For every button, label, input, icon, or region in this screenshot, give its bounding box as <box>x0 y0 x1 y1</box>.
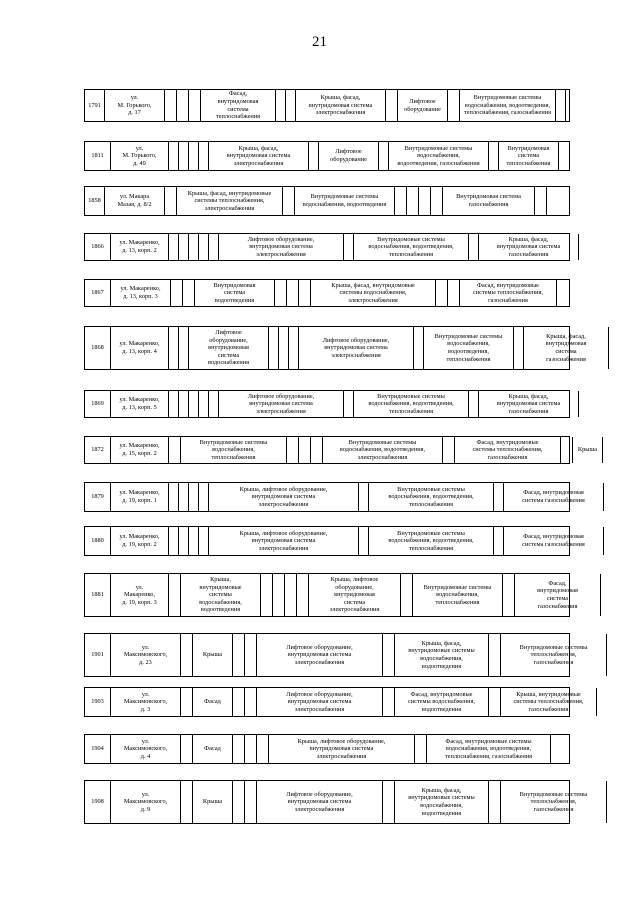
work-cell <box>344 234 354 260</box>
work-cell: Внутридомовые системы водоснабжения, водоотведения, теплоснабжения <box>354 234 469 260</box>
work-cell <box>179 327 189 369</box>
work-cell: Внутридомовые системы теплоснабжения, газоснабжения <box>501 634 607 676</box>
work-cell: Внутридомовые системы водоснабжения, водоотведения, электроснабжения <box>323 437 443 463</box>
address-cell: ул. Макаренко, д. 13, корп. 3 <box>111 280 171 306</box>
work-cell: Внутридомовые системы водоснабжения, водоотведения <box>295 187 395 215</box>
work-cell: Крыша, лифтовое оборудование, внутридомовая система электроснабжения <box>209 483 359 511</box>
work-cell <box>199 527 209 555</box>
work-cell: Крыша, лифтовое оборудование, внутридомовая система электроснабжения <box>309 574 401 616</box>
work-cell <box>179 483 189 511</box>
work-cell <box>189 391 199 417</box>
work-cell <box>609 327 621 369</box>
work-cell: Лифтовое оборудование, внутридомовая система электроснабжения <box>257 634 383 676</box>
page-number: 21 <box>312 34 327 50</box>
work-cell: Крыша, фасад, внутридомовая система газоснабжения <box>479 234 579 260</box>
work-cell <box>415 735 427 763</box>
work-cell <box>604 527 616 555</box>
work-cell <box>199 483 209 511</box>
address-cell: ул. Макаренко, д. 19, корп. 3 <box>111 574 169 616</box>
work-cell <box>189 142 199 170</box>
work-cell: Внутридомовые системы водоснабжения, водоотведения, теплоснабжения <box>354 391 469 417</box>
work-cell <box>607 781 621 823</box>
work-cell <box>604 483 616 511</box>
address-cell: ул. Макаренко, д. 19, корп. 1 <box>111 483 169 511</box>
work-cell <box>469 234 479 260</box>
table-row <box>84 573 578 617</box>
row-id-cell: 1791 <box>85 90 105 121</box>
work-cell: Внутридомовые системы водоснабжения, теплоснабжения <box>413 574 503 616</box>
work-cell <box>181 735 193 763</box>
work-cell <box>401 574 413 616</box>
work-cell <box>383 781 395 823</box>
work-cell <box>261 574 273 616</box>
work-cell: Крыша, фасад, внутридомовая система газоснабжения <box>479 391 579 417</box>
work-cell: Фасад, внутридомовая система газоснабжения <box>515 574 601 616</box>
work-cell <box>407 187 419 215</box>
work-cell: Лифтовое оборудование, внутридомовая система электроснабжения <box>219 234 344 260</box>
work-cell: Лифтовое оборудование, внутридомовая система электроснабжения <box>219 391 344 417</box>
work-cell <box>179 142 189 170</box>
address-cell: ул. Макаренко, д. 13, корп. 4 <box>111 327 169 369</box>
work-cell: Крыша, фасад, внутридомовая система электроснабжения <box>209 142 309 170</box>
work-cell <box>269 327 279 369</box>
row-id-cell: 1880 <box>85 527 111 555</box>
address-cell: ул. Максимовского, д. 23 <box>111 634 181 676</box>
table-row <box>84 233 570 261</box>
work-cell <box>311 437 323 463</box>
work-cell <box>199 142 209 170</box>
row-id-cell: 1866 <box>85 234 111 260</box>
work-cell: Внутридомовая система газоснабжения <box>443 187 535 215</box>
work-cell <box>557 280 571 306</box>
work-cell: Внутридомовые системы водоснабжения, водоотведения, теплоснабжения <box>424 327 514 369</box>
work-cell <box>245 735 257 763</box>
address-cell: ул. М. Горького, д. 17 <box>105 90 165 121</box>
work-cell <box>469 391 479 417</box>
work-cell: Внутридомовые системы водоснабжения, теплоснабжения <box>181 437 287 463</box>
work-cell: Фасад, внутридомовые системы теплоснабжения, газоснабжения <box>460 280 557 306</box>
work-cell <box>276 90 286 121</box>
work-cell <box>386 90 398 121</box>
work-cell <box>603 437 611 463</box>
work-cell <box>169 391 179 417</box>
work-cell: Крыша, фасад, внутридомовая система газоснабжения <box>524 327 609 369</box>
work-cell: Лифтовое оборудование, внутридомовая система водоснабжения <box>189 327 269 369</box>
work-cell <box>171 280 183 306</box>
row-id-cell: 1908 <box>85 781 111 823</box>
work-cell <box>395 187 407 215</box>
work-cell <box>601 574 611 616</box>
row-id-cell: 1903 <box>85 688 111 716</box>
work-cell <box>273 574 285 616</box>
work-cell: Внутридомовая система теплоснабжения <box>499 142 559 170</box>
address-cell: ул. Макаренко, д. 13, корп. 5 <box>111 391 169 417</box>
table-row <box>84 526 585 556</box>
work-cell <box>199 234 209 260</box>
address-cell: ул. Макаренко, д. 15, корп. 2 <box>111 437 169 463</box>
work-cell <box>209 234 219 260</box>
work-cell <box>443 437 455 463</box>
work-cell <box>489 781 501 823</box>
work-cell <box>169 437 181 463</box>
row-id-cell: 1858 <box>85 187 105 215</box>
table-row <box>84 436 598 464</box>
work-cell: Внутридомовые системы водоснабжения, водоотведения, теплоснабжения <box>369 527 494 555</box>
table-row <box>84 780 588 824</box>
work-cell <box>579 234 591 260</box>
work-cell: Крыша, лифтовое оборудование, внутридомовая система электроснабжения <box>209 527 359 555</box>
work-cell <box>189 234 199 260</box>
work-cell: Фасад, внутридомовые системы водоснабжения, водоотведения <box>395 688 489 716</box>
work-cell: Лифтовое оборудование, внутридомовая система электроснабжения <box>299 327 414 369</box>
work-cell <box>551 735 567 763</box>
work-cell <box>169 327 179 369</box>
work-cell <box>189 527 199 555</box>
work-cell <box>448 90 460 121</box>
work-cell <box>169 483 179 511</box>
work-cell <box>199 391 209 417</box>
work-cell <box>177 90 189 121</box>
address-cell: ул. Макаренко, д. 19, корп. 2 <box>111 527 169 555</box>
work-cell <box>359 483 369 511</box>
work-cell <box>245 634 257 676</box>
row-id-cell: 1904 <box>85 735 111 763</box>
work-cell: Внутридомовые системы водоснабжения, водоотведения, теплоснабжения <box>369 483 494 511</box>
work-cell <box>183 280 195 306</box>
work-cell <box>189 90 201 121</box>
work-cell: Фасад <box>193 688 233 716</box>
work-cell <box>169 234 179 260</box>
address-cell: ул. Макаренко, д. 13, корп. 2 <box>111 234 169 260</box>
work-cell <box>299 280 311 306</box>
table-row <box>84 141 570 171</box>
table-row <box>84 326 587 370</box>
work-cell: Внутридомовая система водоотведения <box>195 280 275 306</box>
address-cell: ул. Макара Мазая, д. 8/2 <box>105 187 165 215</box>
row-id-cell: 1868 <box>85 327 111 369</box>
work-cell <box>181 688 193 716</box>
work-cell: Крыша, внутридомовые системы водоснабжения, водоотведения <box>181 574 261 616</box>
work-cell <box>181 634 193 676</box>
work-cell <box>209 391 219 417</box>
row-id-cell: 1901 <box>85 634 111 676</box>
table-row <box>84 687 584 717</box>
work-cell <box>169 527 179 555</box>
work-cell <box>233 634 245 676</box>
work-cell <box>189 483 199 511</box>
work-cell <box>494 527 504 555</box>
work-cell: Крыша, фасад, внутридомовая система электроснабжения <box>296 90 386 121</box>
table-row <box>84 482 585 512</box>
work-cell <box>165 187 177 215</box>
address-cell: ул. Максимовского, д. 3 <box>111 688 181 716</box>
work-cell <box>285 574 297 616</box>
work-cell: Лифтовое оборудование, внутридомовая система электроснабжения <box>257 781 383 823</box>
work-cell <box>489 142 499 170</box>
work-cell <box>245 688 257 716</box>
work-cell <box>344 391 354 417</box>
work-cell <box>245 781 257 823</box>
work-cell <box>289 327 299 369</box>
work-cell: Внутридомовые системы водоснабжения, водоотведения, теплоснабжения, газоснабжения <box>460 90 556 121</box>
work-cell <box>169 574 181 616</box>
work-cell: Крыша, фасад, внутридомовые системы теплоснабжения, электроснабжения <box>177 187 283 215</box>
work-cell: Крыша, фасад, внутридомовые системы водоснабжения, водоотведения <box>395 781 489 823</box>
table-row <box>84 390 570 418</box>
work-cell <box>286 90 296 121</box>
work-cell <box>233 735 245 763</box>
work-cell <box>299 437 311 463</box>
work-cell <box>597 688 611 716</box>
work-cell <box>169 142 179 170</box>
row-id-cell: 1872 <box>85 437 111 463</box>
work-cell <box>279 327 289 369</box>
work-cell <box>561 437 573 463</box>
work-cell: Лифтовое оборудование <box>319 142 379 170</box>
work-cell <box>494 483 504 511</box>
work-cell: Крыша <box>573 437 603 463</box>
table-row <box>84 89 570 122</box>
work-cell <box>179 527 189 555</box>
work-cell <box>414 327 424 369</box>
work-cell: Крыша, внутридомовые системы теплоснабжения, газоснабжения <box>501 688 597 716</box>
table-row <box>84 186 570 216</box>
work-cell <box>436 280 448 306</box>
work-cell <box>448 280 460 306</box>
work-cell <box>383 688 395 716</box>
work-cell <box>607 634 621 676</box>
work-cell <box>383 634 395 676</box>
work-cell <box>275 280 287 306</box>
work-cell <box>535 187 547 215</box>
row-id-cell: 1811 <box>85 142 111 170</box>
row-id-cell: 1867 <box>85 280 111 306</box>
work-cell <box>179 391 189 417</box>
work-cell: Фасад, внутридомовые системы водоснабжения, водоотведения, теплоснабжения, газоснабжения <box>427 735 551 763</box>
work-cell: Крыша, фасад, внутридомовые системы водоснабжения, водоотведения <box>395 634 489 676</box>
work-cell <box>297 574 309 616</box>
work-cell: Крыша, лифтовое оборудование, внутридомовая система электроснабжения <box>269 735 415 763</box>
work-cell <box>287 280 299 306</box>
work-cell <box>514 327 524 369</box>
work-cell <box>379 142 389 170</box>
work-cell: Фасад <box>193 735 233 763</box>
work-cell <box>181 781 193 823</box>
row-id-cell: 1879 <box>85 483 111 511</box>
work-cell <box>489 634 501 676</box>
work-cell <box>556 90 566 121</box>
work-cell <box>179 234 189 260</box>
work-cell <box>566 90 581 121</box>
work-cell <box>547 187 573 215</box>
row-id-cell: 1869 <box>85 391 111 417</box>
work-cell <box>233 688 245 716</box>
work-cell <box>503 574 515 616</box>
work-cell: Внутридомовые системы водоснабжения, водоотведения, газоснабжения <box>389 142 489 170</box>
table-row <box>84 279 570 307</box>
table-row <box>84 633 588 677</box>
work-cell <box>431 187 443 215</box>
work-cell <box>419 187 431 215</box>
address-cell: ул. М. Горького, д. 49 <box>111 142 169 170</box>
work-cell <box>489 688 501 716</box>
work-cell <box>579 391 591 417</box>
work-cell: Фасад, внутридомовая система газоснабжения <box>504 483 604 511</box>
row-id-cell: 1881 <box>85 574 111 616</box>
work-cell <box>283 187 295 215</box>
address-cell: ул. Максимовского, д. 4 <box>111 735 181 763</box>
work-cell <box>165 90 177 121</box>
work-cell: Крыша <box>193 781 233 823</box>
work-cell <box>257 735 269 763</box>
work-cell: Фасад, внутридомовая система теплоснабжения <box>201 90 276 121</box>
work-cell <box>233 781 245 823</box>
work-cell: Крыша <box>193 634 233 676</box>
work-cell: Фасад, внутридомовая система газоснабжения <box>504 527 604 555</box>
work-cell <box>287 437 299 463</box>
work-cell <box>559 142 571 170</box>
work-cell <box>359 527 369 555</box>
work-cell: Лифтовое оборудование, внутридомовая система электроснабжения <box>257 688 383 716</box>
table-row <box>84 734 570 764</box>
work-cell: Внутридомовые системы теплоснабжения, газоснабжения <box>501 781 607 823</box>
work-cell: Крыша, фасад, внутридомовые системы водоснабжения, электроснабжения <box>311 280 436 306</box>
work-cell <box>309 142 319 170</box>
work-cell: Фасад, внутридомовые системы теплоснабжения, газоснабжения <box>455 437 561 463</box>
work-cell: Лифтовое оборудование <box>398 90 448 121</box>
address-cell: ул. Максимовского, д. 9 <box>111 781 181 823</box>
